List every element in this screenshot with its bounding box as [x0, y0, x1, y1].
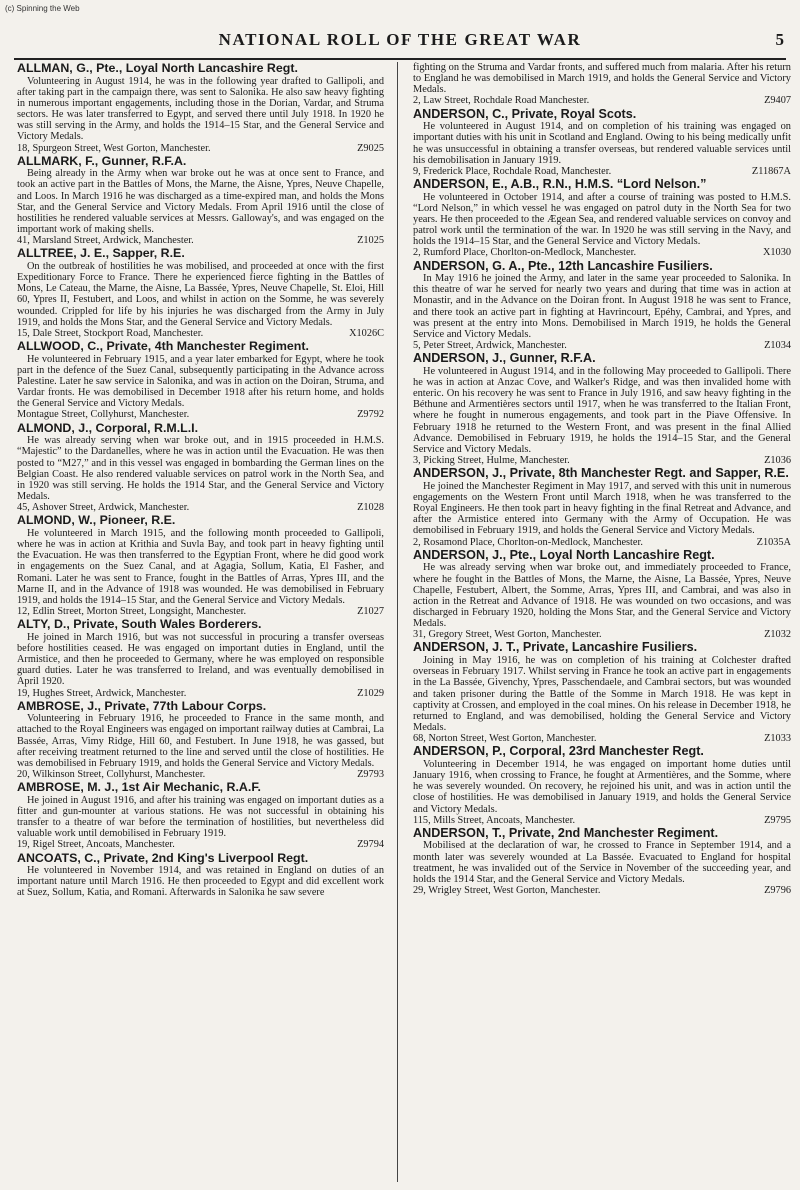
- left-column: [17, 62, 384, 1184]
- entry-reference: Z9794: [357, 839, 384, 851]
- entry-address-line: [413, 537, 791, 548]
- roll-entry: [413, 745, 791, 826]
- entry-body: Being already in the Army when war broke out he was at once sent to France, and took an active part in the Battles of Mons, the Marne, the Aisne, Ypres, Neuve Chapelle, and Loos. In March 1916 he was discharged as a time-expired man, and holds the Mons Star, and the General Service and Victory Medals. From April 1916 until the close of hostilities he rendered valuable services at Messrs. Galloway's, and was engaged on the important work of making shells.: [17, 168, 384, 236]
- entry-address-line: [17, 409, 384, 420]
- entry-heading: ANDERSON, J., Gunner, R.F.A.: [413, 351, 596, 366]
- entry-body: He joined in March 1916, but was not successful in procuring a transfer overseas before hostilities ceased. He was engaged on important duties in England, until the Armistice, and then he proceeded to Germany, where he was employed on responsible guard duties. Later he was transferred to Ireland, and was eventually demobilised in April 1920.: [17, 631, 384, 688]
- entry-body: He volunteered in November 1914, and was retained in England on duties of an important nature until March 1916. He then proceeded to Egypt and did excellent work at Suez, Sollum, Katia, and Romani. Afterwards in Salonika he saw severe: [17, 865, 384, 899]
- entry-body: He was already serving when war broke out, and immediately proceeded to France, where he fought in the Battles of Mons, the Marne, the Aisne, La Bassée, Ypres, Neuve Chapelle, Festubert, Albert, the Somme, Arras, Ypres III, and Cambrai, and was also in action in the Retreat and Advance of 1918. He was wounded on two occasions, and was discharged in February 1920, holding the Mons Star, and the General Service and Victory Medals.: [413, 562, 791, 630]
- entry-address-line: [413, 885, 791, 896]
- entry-body: He volunteered in February 1915, and a year later embarked for Egypt, where he took part in the defence of the Suez Canal, subsequently participating in the Advance across Palestine. Later he saw service in Salonika, and was in action on the Doiran, Struma, and Vardar fronts. He was demobilised in December 1918 after his return home, and holds the General Service and Victory Medals.: [17, 353, 384, 410]
- entry-address-line: [17, 235, 384, 246]
- roll-entry: [17, 155, 384, 247]
- roll-entry: [17, 852, 384, 899]
- entry-address: 5, Peter Street, Ardwick, Manchester.: [413, 340, 567, 352]
- entry-address: 3, Picking Street, Hulme, Manchester.: [413, 455, 570, 467]
- entry-address-line: [17, 688, 384, 699]
- entry-address: 15, Dale Street, Stockport Road, Manchester.: [17, 327, 204, 339]
- entry-body: On the outbreak of hostilities he was mobilised, and proceeded at once with the first Expeditionary Force to France. There he experienced fierce fighting in the Battles of Mons, Le Cateau, the Marne, the Aisne, La Bassée, Ypres, Neuve Chapelle, St. Eloi, Hill 60, Ypres II, Festubert, and Loos, and whilst in action on the Somme, he was severely wounded. Crippled for life by his injuries he was discharged from the Army in July 1919, and holds the Mons Star, and the General Service and Victory Medals.: [17, 260, 384, 328]
- entry-address-line: [17, 143, 384, 154]
- column-divider: [397, 62, 398, 1182]
- entry-reference: X1030: [762, 247, 791, 259]
- entry-heading: ALTY, D., Private, South Wales Borderers.: [17, 617, 262, 632]
- entry-address: 20, Wilkinson Street, Collyhurst, Manchester.: [17, 769, 206, 781]
- entry-address-line: [413, 166, 791, 177]
- entry-address-line: [413, 455, 791, 466]
- entry-reference: Z1035A: [756, 536, 791, 548]
- entry-heading: ANDERSON, T., Private, 2nd Manchester Regiment.: [413, 825, 719, 840]
- entry-heading: ANCOATS, C., Private, 2nd King's Liverpool Regt.: [17, 850, 309, 865]
- entry-address-line: [17, 769, 384, 780]
- entry-body: Joining in May 1916, he was on completion of his training at Colchester drafted overseas in February 1917. Whilst serving in France he took an active part in engagements in the La Bassée, Givenchy, Ypres, Passchendaele, and Cambrai sectors, but was wounded and taken prisoner during the Battle of the Somme in March 1918. He was kept in captivity at Crossen, and employed in the coal mines. On his release in December 1918, he returned to England, and was demobilised, holding the General Service and Victory Medals.: [413, 655, 791, 733]
- entry-heading: ANDERSON, G. A., Pte., 12th Lancashire Fusiliers.: [413, 258, 713, 273]
- entry-body: He joined in August 1916, and after his training was engaged on important duties as a fitter and gun-mounter at various stations. He was not successful in obtaining his transfer to a theatre of war before the termination of hostilities, but nevertheless did valuable work until demobilised in February 1919.: [17, 794, 384, 840]
- entry-body: Volunteering in December 1914, he was engaged on important home duties until January 1916, when crossing to France, he fought at Armentières, and the Somme, where he was severely wounded. On recovery, he rejoined his unit, and was in action until the close of hostilities. He was demobilised in January 1919, and holds the General Service and Victory Medals.: [413, 758, 791, 815]
- entry-address: 9, Frederick Place, Rochdale Road, Manchester.: [413, 165, 612, 177]
- entry-address: 12, Edlin Street, Morton Street, Longsight, Manchester.: [17, 605, 247, 617]
- roll-entry: [413, 108, 791, 177]
- entry-address: 45, Ashover Street, Ardwick, Manchester.: [17, 502, 190, 514]
- entry-reference: Z9795: [764, 814, 791, 826]
- entry-address: 29, Wrigley Street, West Gorton, Manchester.: [413, 885, 601, 897]
- entry-body: He joined the Manchester Regiment in May 1917, and served with this unit in numerous engagements on the Western Front until March 1918, when he was transferred to the Royal Engineers. He then took part in heavy fighting in the final Retreat and Advance, and after the Armistice entered into Germany with the Army of Occupation. He was demobilised in February 1919, and holds the General Service and Victory Medals.: [413, 480, 791, 537]
- entry-address-line: [413, 815, 791, 826]
- entry-body: He volunteered in October 1914, and after a course of training was posted to H.M.S. “Lord Nelson,” in which vessel he was engaged on patrol duty in the North Sea for two years. He then proceeded to the Ægean Sea, and rendered valuable services on convoy and patrol work until the termination of the war. In 1920 he was still serving in the Navy, and holds the 1914–15 Star, and the General Service and Victory Medals.: [413, 191, 791, 248]
- entry-address: 115, Mills Street, Ancoats, Manchester.: [413, 814, 576, 826]
- entry-heading: ANDERSON, J. T., Private, Lancashire Fusiliers.: [413, 640, 698, 655]
- entry-heading: AMBROSE, M. J., 1st Air Mechanic, R.A.F.: [17, 780, 261, 795]
- entry-address: 19, Rigel Street, Ancoats, Manchester.: [17, 839, 175, 851]
- entry-address: 19, Hughes Street, Ardwick, Manchester.: [17, 687, 187, 699]
- entry-heading: ALLWOOD, C., Private, 4th Manchester Regiment.: [17, 339, 309, 354]
- entry-heading: ANDERSON, C., Private, Royal Scots.: [413, 106, 637, 121]
- roll-entry: [17, 62, 384, 154]
- entry-body: In May 1916 he joined the Army, and later in the same year proceeded to Salonika. In this theatre of war he served for nearly two years and during that time was in action at Monastir, and in the Advance on the Doiran front. In August 1918 he was sent to France, and there took an active part in fighting at Havrincourt, Epéhy, Cambrai, and Ypres, and was present at the entry into Mons. Demobilised in March 1919, he holds the General Service and Victory Medals.: [413, 273, 791, 340]
- entry-address: 2, Law Street, Rochdale Road Manchester.: [413, 95, 590, 107]
- entry-address-line: [413, 247, 791, 258]
- entry-heading: AMBROSE, J., Private, 77th Labour Corps.: [17, 698, 267, 713]
- entry-body: Volunteering in August 1914, he was in the following year drafted to Gallipoli, and after taking part in the campaign there, was sent to Salonika. He also saw heavy fighting in numerous important engagements, including those in the Dorian, Vardar, and Struma sectors. He was later transferred to Egypt, and served there until July 1918. In 1920 he was still serving in the Army, and holds the 1914–15 Star, and the General Service and Victory Medals.: [17, 75, 384, 143]
- header-rule: [14, 58, 786, 60]
- entry-reference: Z1028: [357, 502, 384, 514]
- entry-body: He volunteered in August 1914, and on completion of his training was engaged on important duties with his unit in Scotland and England. Owing to his being medically unfit he was unsuccessful in obtaining a transfer overseas, but rendered valuable services until his demobilisation in January 1919.: [413, 121, 791, 166]
- entry-reference: Z9025: [357, 142, 384, 154]
- entry-address: 2, Rumford Place, Chorlton-on-Medlock, Manchester.: [413, 247, 637, 259]
- entry-address: 18, Spurgeon Street, West Gorton, Manchester.: [17, 142, 211, 154]
- entry-reference: Z1032: [764, 629, 791, 641]
- entry-reference: Z1027: [357, 605, 384, 617]
- entry-body: He volunteered in August 1914, and in the following May proceeded to Gallipoli. There he was in action at Anzac Cove, and Walker's Ridge, and was then invalided home with enteric. On his recovery he was sent to France in July 1916, and saw heavy fighting in the Béthune and Armentières sectors until 1917, when he was transferred to the Italian Front, where he fought in numerous engagements, and took part in the Piave Offensive. In February 1918 he returned to the Western Front, and was present in the final Allied Advance. Demobilised in February 1919, he holds the 1914–15 Star, and the General Service and Victory Medals.: [413, 365, 791, 455]
- roll-entry: [17, 422, 384, 514]
- entry-heading: ALMOND, J., Corporal, R.M.L.I.: [17, 420, 199, 435]
- entry-heading: ANDERSON, J., Private, 8th Manchester Regt. and Sapper, R.E.: [413, 466, 789, 481]
- page-number: 5: [775, 30, 784, 49]
- roll-entry: [413, 352, 791, 466]
- roll-entry: [413, 549, 791, 641]
- entry-reference: X1026C: [349, 327, 384, 339]
- roll-entry: [413, 467, 791, 548]
- entry-reference: Z1025: [357, 235, 384, 247]
- roll-entry: [17, 247, 384, 339]
- entry-address-line: [17, 502, 384, 513]
- entry-address-line: [413, 629, 791, 640]
- entry-address: 31, Gregory Street, West Gorton, Manchester.: [413, 629, 602, 641]
- entry-reference: Z9796: [764, 885, 791, 897]
- entry-heading: ALMOND, W., Pioneer, R.E.: [17, 513, 176, 528]
- entry-address-line: [413, 340, 791, 351]
- roll-entry: [17, 618, 384, 699]
- entry-body: He volunteered in March 1915, and the following month proceeded to Gallipoli, where he was in action at Krithia and Suvla Bay, and took part in heavy fighting until the Evacuation. He was then transferred to the Egyptian Front, where he did good work in engagements on the Suez Canal, and at Agagia, Sollum, Katia, El Fasher, and Romani. Later he was sent to France, fought in the Battles of Arras, Ypres III, and the Marne II, and in the Advance of 1918 was wounded. He was demobilised in February 1919, and holds the 1914–15 Star, and the General Service and Victory Medals.: [17, 527, 384, 606]
- page-header: [0, 26, 800, 58]
- entry-address-line: [17, 839, 384, 850]
- roll-entry: [413, 641, 791, 744]
- entry-reference: Z1033: [764, 733, 791, 745]
- entry-heading: ANDERSON, E., A.B., R.N., H.M.S. “Lord Nelson.”: [413, 177, 707, 191]
- entry-address-line: [17, 606, 384, 617]
- entry-reference: Z1029: [357, 687, 384, 699]
- roll-entry: [17, 781, 384, 850]
- right-column: [413, 62, 791, 1184]
- entry-address-line: [413, 733, 791, 744]
- entry-heading: ALLMAN, G., Pte., Loyal North Lancashire Regt.: [17, 62, 298, 75]
- entry-reference: Z9793: [357, 769, 384, 781]
- entry-address-line: [413, 95, 791, 106]
- entry-heading: ANDERSON, P., Corporal, 23rd Manchester Regt.: [413, 744, 704, 759]
- entry-reference: Z1034: [764, 340, 791, 352]
- roll-entry: [17, 340, 384, 421]
- watermark: (c) Spinning the Web: [5, 4, 80, 13]
- roll-entry: [17, 700, 384, 781]
- entry-reference: Z11867A: [751, 165, 791, 177]
- entry-heading: ANDERSON, J., Pte., Loyal North Lancashire Regt.: [413, 547, 715, 562]
- roll-entry: [413, 62, 791, 107]
- roll-entry: [17, 514, 384, 617]
- entry-reference: Z9792: [357, 409, 384, 421]
- entry-address: Montague Street, Collyhurst, Manchester.: [17, 409, 190, 421]
- entry-address: 2, Rosamond Place, Chorlton-on-Medlock, Manchester.: [413, 536, 643, 548]
- page-title: NATIONAL ROLL OF THE GREAT WAR: [218, 30, 582, 49]
- entry-reference: Z9407: [764, 95, 791, 107]
- roll-entry: [413, 827, 791, 896]
- entry-heading: ALLMARK, F., Gunner, R.F.A.: [17, 153, 187, 168]
- entry-address: 41, Marsland Street, Ardwick, Manchester.: [17, 235, 194, 247]
- entry-address-line: [17, 328, 384, 339]
- entry-heading: ALLTREE, J. E., Sapper, R.E.: [17, 246, 185, 261]
- roll-entry: [413, 178, 791, 259]
- entry-reference: Z1036: [764, 455, 791, 467]
- roll-entry: [413, 260, 791, 352]
- entry-body: He was already serving when war broke out, and in 1915 proceeded in H.M.S. “Majestic” to the Dardanelles, where he was in action until the Evacuation. He was then posted to “M27,” and in this vessel was engaged in bombarding the German lines on the Belgian Coast. He also rendered valuable services on patrol work in the North Sea, and in 1920 was still serving. He holds the 1914 Star, and the General Service and Victory Medals.: [17, 435, 384, 502]
- entry-body: Mobilised at the declaration of war, he crossed to France in September 1914, and a month later was severely wounded at La Bassée. Evacuated to England for hospital treatment, he was invalided out of the Service in November of the succeeding year, and holds the 1914 Star, and the General Service and Victory Medals.: [413, 840, 791, 885]
- entry-body: fighting on the Struma and Vardar fronts, and suffered much from malaria. After his return to England he was demobilised in March 1919, and holds the General Service and Victory Medals.: [413, 62, 791, 96]
- entry-address: 68, Norton Street, West Gorton, Manchester.: [413, 733, 597, 745]
- entry-body: Volunteering in February 1916, he proceeded to France in the same month, and attached to the Royal Engineers was engaged on important railway duties at Cambrai, La Bassée, Arras, Vimy Ridge, Hill 60, and Festubert. In June 1918, he was gassed, but after receiving treatment returned to the line and served until the close of hostilities. He was demobilised in February 1919, and holds the General Service and Victory Medals.: [17, 713, 384, 769]
